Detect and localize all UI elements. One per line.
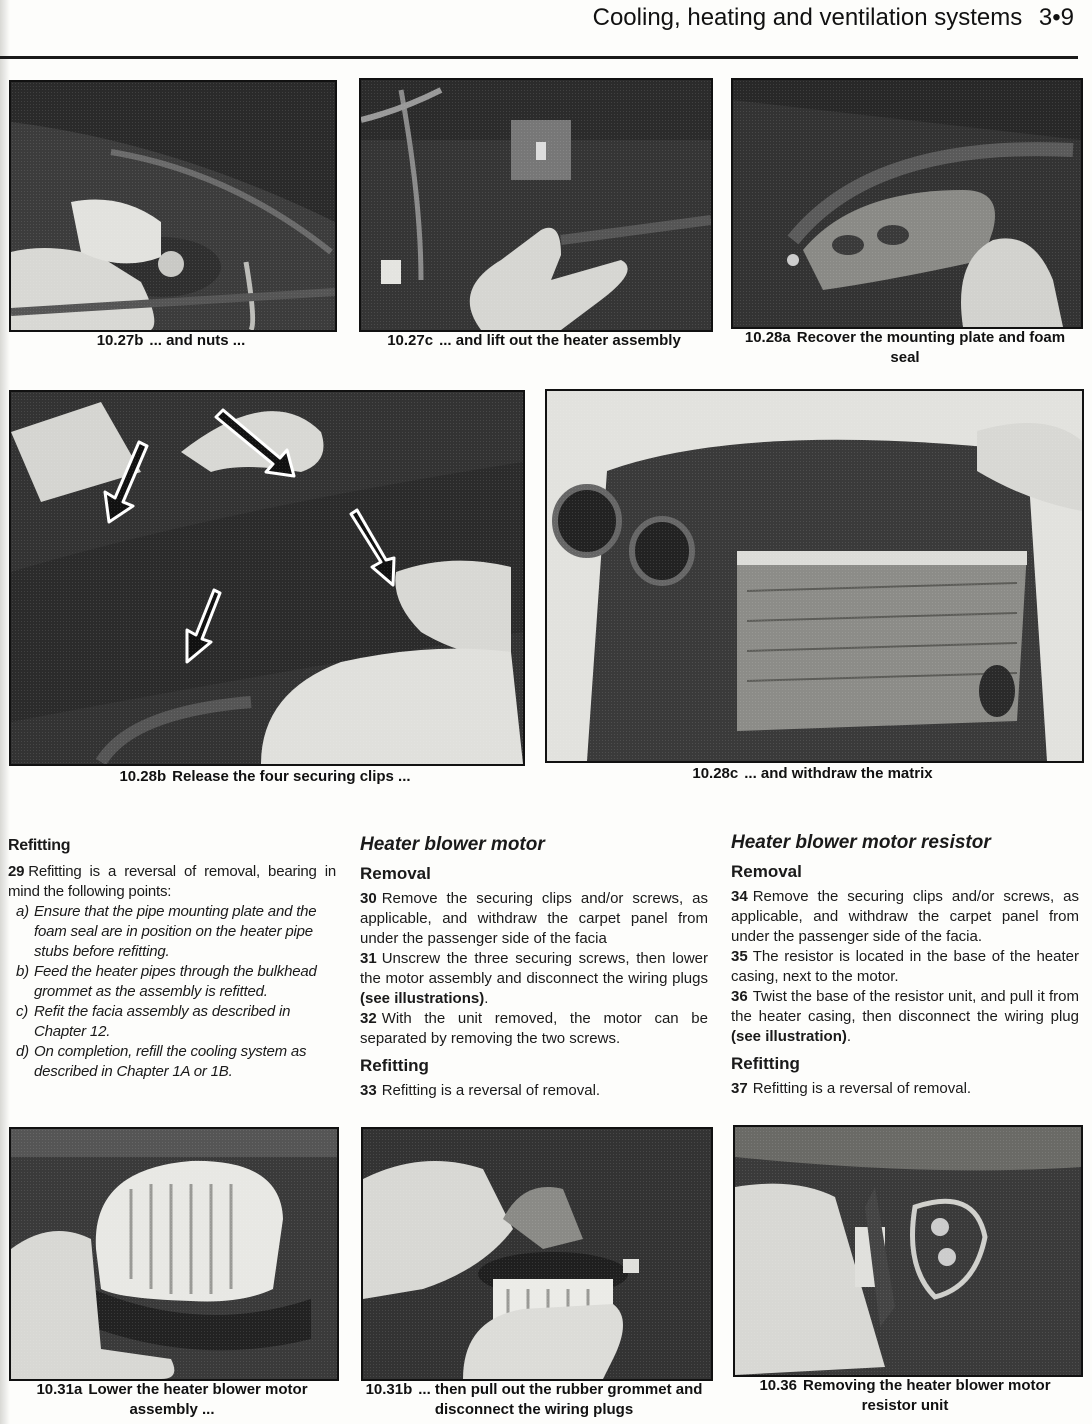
paragraph-number: 32: [360, 1010, 377, 1027]
figure-caption: [731, 1376, 1079, 1416]
photo-10-31a: [9, 1127, 339, 1381]
refitting-heading: Refitting: [360, 1056, 429, 1075]
paragraph-37: [731, 1079, 1079, 1099]
paragraph-33: [360, 1081, 708, 1101]
caption-text: Release the four securing clips ...: [172, 768, 411, 785]
paragraph-number: 36: [731, 988, 748, 1005]
middle-text-column: [360, 833, 708, 1101]
figure-caption: [545, 764, 1080, 784]
list-item: [8, 1002, 336, 1042]
figure-number: 10.27c: [387, 332, 434, 349]
figure-caption: [356, 1380, 712, 1420]
paragraph-29: [8, 862, 336, 902]
list-item: [8, 1042, 336, 1082]
figure-caption: [356, 331, 712, 351]
figure-caption: [9, 1380, 335, 1420]
refitting-heading: Refitting: [731, 1054, 800, 1073]
list-item-text: Ensure that the pipe mounting plate and the foam seal are in position on the heater pipe stubs before refitting.: [34, 903, 317, 960]
list-item: [8, 902, 336, 962]
list-item-label: b): [16, 963, 29, 980]
list-item-label: a): [16, 903, 29, 920]
paragraph-text: Remove the securing clips and/or screws, as applicable, and withdraw the carpet panel from under the passenger side of the facia: [360, 890, 708, 947]
figure-number: 10.31a: [36, 1381, 83, 1398]
removal-heading: Removal: [360, 864, 431, 883]
photo-10-28b: [9, 390, 525, 766]
photo-10-31b: [361, 1127, 713, 1381]
paragraph-34: [731, 887, 1079, 947]
paragraph-text: Unscrew the three securing screws, then lower the motor assembly and disconnect the wiring plugs: [360, 950, 708, 987]
photo-10-28a: [731, 78, 1083, 329]
paragraph-text: Refitting is a reversal of removal.: [752, 1080, 972, 1097]
right-text-column: [731, 831, 1079, 1099]
caption-text: Lower the heater blower motor assembly ...: [88, 1381, 308, 1418]
figure-number: 10.28b: [119, 768, 167, 785]
paragraph-30: [360, 889, 708, 949]
list-item-text: On completion, refill the cooling system as described in Chapter 1A or 1B.: [34, 1043, 307, 1080]
paragraph-number: 35: [731, 948, 748, 965]
paragraph-number: 33: [360, 1082, 377, 1099]
caption-text: Removing the heater blower motor resistor unit: [803, 1377, 1051, 1414]
photo-10-27c: [359, 78, 713, 332]
paragraph-text: The resistor is located in the base of the heater casing, next to the motor.: [731, 948, 1079, 985]
section-title: Heater blower motor: [360, 834, 545, 855]
punctuation: .: [484, 990, 489, 1007]
photo-10-36: [733, 1125, 1083, 1377]
caption-text: Recover the mounting plate and foam seal: [796, 329, 1066, 366]
list-item-label: d): [16, 1043, 29, 1060]
caption-text: ... and lift out the heater assembly: [439, 332, 681, 349]
paragraph-32: [360, 1009, 708, 1049]
list-item-label: c): [16, 1003, 29, 1020]
refitting-heading: Refitting: [8, 837, 71, 854]
punctuation: .: [846, 1028, 852, 1045]
figure-number: 10.27b: [96, 332, 144, 349]
illustration-reference[interactable]: (see illustrations): [360, 990, 485, 1007]
paragraph-text: Twist the base of the resistor unit, and pull it from the heater casing, then disconnect the wiring plug: [731, 988, 1079, 1025]
header-rule: [0, 56, 1078, 59]
photo-10-27b: [9, 80, 337, 332]
paragraph-text: Refitting is a reversal of removal, bearing in mind the following points:: [8, 863, 336, 900]
figure-caption: [731, 328, 1079, 368]
paragraph-36: [731, 987, 1079, 1047]
paragraph-number: 29: [8, 863, 25, 880]
paragraph-number: 37: [731, 1080, 748, 1097]
figure-number: 10.28a: [744, 329, 791, 346]
section-title: Heater blower motor resistor: [731, 832, 991, 853]
figure-number: 10.31b: [365, 1381, 413, 1398]
page-number: 3•9: [1038, 4, 1074, 31]
refitting-points-list: [8, 902, 336, 1082]
running-header: [593, 4, 1074, 32]
caption-text: ... then pull out the rubber grommet and disconnect the wiring plugs: [418, 1381, 703, 1418]
paragraph-text: With the unit removed, the motor can be separated by removing the two screws.: [360, 1010, 708, 1047]
figure-number: 10.36: [759, 1377, 797, 1394]
left-text-column: [8, 836, 336, 1082]
removal-heading: Removal: [731, 862, 802, 881]
paragraph-number: 30: [360, 890, 377, 907]
paragraph-text: Refitting is a reversal of removal.: [381, 1082, 601, 1099]
caption-text: ... and nuts ...: [149, 332, 246, 349]
paragraph-number: 31: [360, 950, 377, 967]
list-item: [8, 962, 336, 1002]
figure-caption: [9, 767, 521, 787]
chapter-title: Cooling, heating and ventilation systems: [592, 4, 1023, 31]
paragraph-text: Remove the securing clips and/or screws, as applicable, and withdraw the carpet panel from under the passenger side of the facia.: [731, 888, 1079, 945]
paragraph-number: 34: [731, 888, 748, 905]
paragraph-31: [360, 949, 708, 1009]
caption-text: ... and withdraw the matrix: [744, 765, 933, 782]
figure-caption: [9, 331, 333, 351]
list-item-text: Feed the heater pipes through the bulkhead grommet as the assembly is refitted.: [34, 963, 317, 1000]
photo-10-28c: [545, 389, 1084, 763]
paragraph-35: [731, 947, 1079, 987]
list-item-text: Refit the facia assembly as described in Chapter 12.: [34, 1003, 291, 1040]
figure-number: 10.28c: [692, 765, 739, 782]
illustration-reference[interactable]: (see illustration): [731, 1028, 847, 1045]
